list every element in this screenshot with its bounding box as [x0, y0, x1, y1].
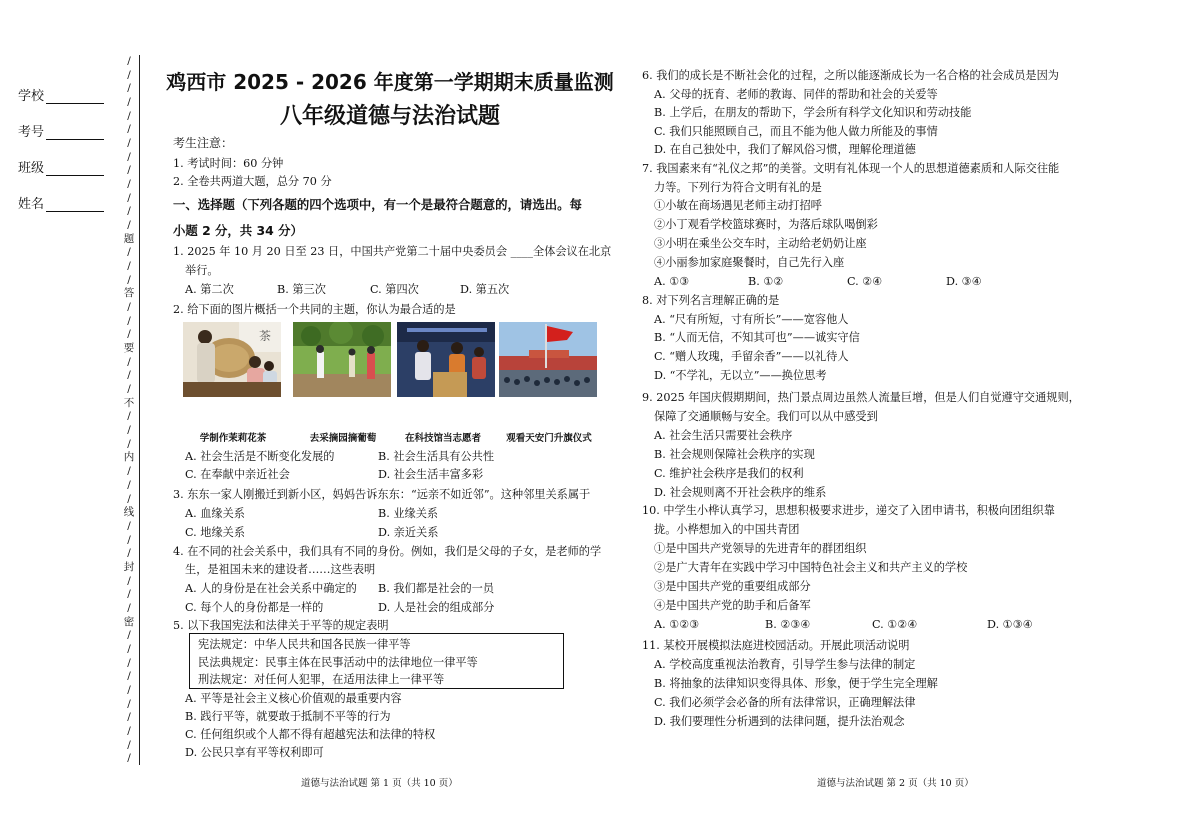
footer-page-2: 道德与法治试题 第 2 页（共 10 页）: [817, 778, 974, 789]
seal-slash: /: [127, 123, 131, 136]
q7-option-c[interactable]: C. ②④: [847, 275, 883, 288]
binding-info: [18, 68, 118, 212]
seal-slash: /: [127, 246, 131, 259]
q7-option-a[interactable]: A. ①③: [654, 275, 690, 288]
q7-stem: 7. 我国素来有“礼仪之邦”的美誉。文明有礼体现一个人的思想道德素质和人际交往能: [642, 162, 1060, 175]
q9-stem-cont: 保障了交通顺畅与安全。我们可以从中感受到: [654, 410, 878, 423]
seal-word: 封: [123, 560, 135, 573]
exam-title: 鸡西市 2025 - 2026 年度第一学期期末质量监测: [166, 70, 614, 94]
notice-item-time: 1. 考试时间：60 分钟: [173, 157, 284, 170]
q5-option-d[interactable]: D. 公民只享有平等权利即可: [185, 746, 324, 759]
seal-slash: /: [127, 219, 131, 232]
q4-stem: 4. 在不同的社会关系中，我们具有不同的身份。例如，我们是父母的子女，是老师的学: [173, 545, 602, 558]
exam-number-blank[interactable]: [46, 125, 104, 140]
q1-option-a[interactable]: A. 第二次: [185, 283, 234, 296]
seal-slash: /: [127, 683, 131, 696]
tea-sign-text: 茶: [259, 329, 272, 343]
q5-stem: 5. 以下我国宪法和法律关于平等的规定表明: [173, 619, 389, 632]
seal-slash: /: [127, 355, 131, 368]
q10-stem-cont: 拢。小桦想加入的中国共青团: [654, 523, 800, 536]
q1-option-d[interactable]: D. 第五次: [460, 283, 510, 296]
q5-option-b[interactable]: B. 践行平等，就要敢于抵制不平等的行为: [185, 710, 391, 723]
q8-option-a[interactable]: A. “尺有所短，寸有所长”——宽容他人: [654, 313, 849, 326]
name-label: 姓名: [18, 197, 45, 212]
seal-slash: /: [127, 588, 131, 601]
q6-option-c[interactable]: C. 我们只能照顾自己，而且不能为他人做力所能及的事情: [654, 125, 938, 138]
q5-option-c[interactable]: C. 任何组织或个人都不得有超越宪法和法律的特权: [185, 728, 436, 741]
q3-option-d[interactable]: D. 亲近关系: [378, 526, 439, 539]
seal-word: 题: [123, 232, 135, 245]
q4-option-c[interactable]: C. 每个人的身份都是一样的: [185, 601, 324, 614]
seal-slash: /: [127, 383, 131, 396]
seal-slash: /: [127, 424, 131, 437]
q11-stem: 11. 某校开展模拟法庭进校园活动。开展此项活动说明: [642, 639, 910, 652]
seal-word: 内: [123, 451, 135, 464]
q11-option-a[interactable]: A. 学校高度重视法治教育，引导学生参与法律的制定: [654, 658, 916, 671]
seal-slash: /: [127, 273, 131, 286]
q4-option-a[interactable]: A. 人的身份是在社会关系中确定的: [185, 582, 357, 595]
seal-slash: /: [127, 96, 131, 109]
q8-option-d[interactable]: D. “不学礼，无以立”——换位思考: [654, 369, 827, 382]
q6-stem: 6. 我们的成长是不断社会化的过程，之所以能逐渐成长为一名合格的社会成员是因为: [642, 69, 1059, 82]
seal-slash: /: [127, 314, 131, 327]
name-field[interactable]: [18, 176, 118, 212]
seal-slash: /: [127, 547, 131, 560]
exam-number-label: 考号: [18, 125, 45, 140]
law-box-civil-code: 民法典规定：民事主体在民事活动中的法律地位一律平等: [198, 656, 478, 669]
seal-slash: /: [127, 724, 131, 737]
photo-science-museum-volunteer: [397, 322, 495, 397]
seal-slash: /: [127, 68, 131, 81]
q3-option-b[interactable]: B. 业缘关系: [378, 507, 439, 520]
q11-option-c[interactable]: C. 我们必须学会必备的所有法律常识，正确理解法律: [654, 696, 916, 709]
name-blank[interactable]: [46, 197, 104, 212]
q10-statement-2: ②是广大青年在实践中学习中国特色社会主义和共产主义的学校: [654, 561, 968, 574]
school-field[interactable]: [18, 68, 118, 104]
seal-slash: /: [127, 492, 131, 505]
seal-slash: /: [127, 328, 131, 341]
seal-slash: /: [127, 670, 131, 683]
seal-slash: /: [127, 601, 131, 614]
seal-slash: /: [127, 533, 131, 546]
seal-slash: /: [127, 410, 131, 423]
seal-slash: /: [127, 260, 131, 273]
seal-slash: /: [127, 519, 131, 532]
caption-volunteer: 在科技馆当志愿者: [404, 433, 481, 444]
seal-slash: /: [127, 301, 131, 314]
school-blank[interactable]: [46, 89, 104, 104]
q7-stem-cont: 力等。下列行为符合文明有礼的是: [654, 181, 822, 194]
exam-subtitle: 八年级道德与法治试题: [279, 104, 500, 129]
exam-number-field[interactable]: [18, 104, 118, 140]
law-box-criminal-law: 刑法规定：对任何人犯罪，在适用法律上一律平等: [198, 673, 445, 686]
caption-flag-raising: 观看天安门升旗仪式: [506, 433, 592, 444]
seal-slash: /: [127, 109, 131, 122]
seal-line: [121, 55, 137, 765]
q7-option-d[interactable]: D. ③④: [946, 275, 982, 288]
q4-option-b[interactable]: B. 我们都是社会的一员: [378, 582, 495, 595]
seal-slash: /: [127, 178, 131, 191]
q10-option-a[interactable]: A. ①②③: [654, 618, 700, 631]
q9-option-d[interactable]: D. 社会规则离不开社会秩序的维系: [654, 486, 827, 499]
seal-slash: /: [127, 697, 131, 710]
q9-option-b[interactable]: B. 社会规则保障社会秩序的实现: [654, 448, 815, 461]
seal-slash: /: [127, 164, 131, 177]
seal-slash: /: [127, 656, 131, 669]
notice-item-score: 2. 全卷共两道大题，总分 70 分: [173, 175, 332, 188]
section1-heading: 一、选择题（下列各题的四个选项中，有一个是最符合题意的，请选出。每: [173, 197, 582, 212]
seal-slash: /: [127, 629, 131, 642]
q2-option-c[interactable]: C. 在奉献中亲近社会: [185, 468, 290, 481]
q9-option-a[interactable]: A. 社会生活只需要社会秩序: [654, 429, 793, 442]
q3-stem: 3. 东东一家人刚搬迁到新小区，妈妈告诉东东：“远亲不如近邻”。这种邻里关系属于: [173, 488, 591, 501]
seal-slash: /: [127, 55, 131, 67]
class-field[interactable]: [18, 140, 118, 176]
q3-option-c[interactable]: C. 地缘关系: [185, 526, 246, 539]
q1-stem-cont: 举行。: [185, 264, 219, 277]
seal-slash: /: [127, 191, 131, 204]
seal-word: 要: [123, 342, 135, 355]
q10-option-d[interactable]: D. ①③④: [987, 618, 1033, 631]
school-label: 学校: [18, 89, 45, 104]
q7-option-b[interactable]: B. ①②: [748, 275, 784, 288]
q7-statement-1: ①小敏在商场遇见老师主动打招呼: [654, 199, 822, 212]
q2-option-d[interactable]: D. 社会生活丰富多彩: [378, 468, 484, 481]
seal-slash: /: [127, 150, 131, 163]
seal-word: 不: [123, 396, 135, 409]
seal-slash: /: [127, 465, 131, 478]
q10-statement-4: ④是中国共产党的助手和后备军: [654, 599, 811, 612]
class-label: 班级: [18, 161, 45, 176]
q8-option-b[interactable]: B. “人而无信，不知其可也”——诚实守信: [654, 331, 860, 344]
q4-stem-cont: 生，是祖国未来的建设者……这些表明: [185, 563, 376, 576]
q10-stem: 10. 中学生小桦认真学习，思想积极要求进步，递交了入团申请书，积极向团组织靠: [642, 504, 1055, 517]
seal-slash: /: [127, 82, 131, 95]
q2-option-a[interactable]: A. 社会生活是不断变化发展的: [185, 450, 335, 463]
q8-option-c[interactable]: C. “赠人玫瑰，手留余香”——以礼待人: [654, 350, 849, 363]
seal-slash: /: [127, 752, 131, 765]
seal-word: 线: [123, 506, 135, 519]
seal-divider: [139, 55, 140, 765]
q11-option-b[interactable]: B. 将抽象的法律知识变得具体、形象，便于学生完全理解: [654, 677, 938, 690]
photo-flag-raising: [499, 322, 597, 397]
caption-grape-picking: 去采摘园摘葡萄: [309, 433, 377, 444]
q9-stem: 9. 2025 年国庆假期期间，热门景点周边虽然人流量巨增，但是人们自觉遵守交通规则，: [642, 391, 1080, 404]
photo-grape-picking: [293, 322, 391, 397]
seal-slash: /: [127, 369, 131, 382]
seal-slash: /: [127, 711, 131, 724]
seal-slash: /: [127, 574, 131, 587]
seal-slash: /: [127, 437, 131, 450]
q10-option-b[interactable]: B. ②③④: [765, 618, 811, 631]
q7-statement-3: ③小明在乘坐公交车时，主动给老奶奶让座: [654, 237, 867, 250]
q2-option-b[interactable]: B. 社会生活具有公共性: [378, 450, 495, 463]
section1-heading-cont: 小题 2 分，共 34 分）: [173, 223, 303, 238]
q1-stem: 1. 2025 年 10 月 20 日至 23 日，中国共产党第二十届中央委员会 ____全体会议在北京: [173, 245, 612, 258]
caption-jasmine-tea: 学制作茉莉花茶: [199, 433, 267, 444]
q1-option-b[interactable]: B. 第三次: [277, 283, 326, 296]
footer-page-1: 道德与法治试题 第 1 页（共 10 页）: [301, 778, 458, 789]
q6-option-a[interactable]: A. 父母的抚育、老师的教诲、同伴的帮助和社会的关爱等: [654, 88, 938, 101]
q6-option-d[interactable]: D. 在自己独处中，我们了解风俗习惯，理解伦理道德: [654, 143, 916, 156]
seal-slash: /: [127, 478, 131, 491]
q1-option-c[interactable]: C. 第四次: [370, 283, 419, 296]
q2-stem: 2. 给下面的图片概括一个共同的主题，你认为最合适的是: [173, 303, 456, 316]
q3-option-a[interactable]: A. 血缘关系: [185, 507, 245, 520]
q9-option-c[interactable]: C. 维护社会秩序是我们的权利: [654, 467, 804, 480]
seal-word: 答: [123, 287, 135, 300]
seal-slash: /: [127, 137, 131, 150]
q10-statement-1: ①是中国共产党领导的先进青年的群团组织: [654, 542, 867, 555]
q6-option-b[interactable]: B. 上学后，在朋友的帮助下，学会所有科学文化知识和劳动技能: [654, 106, 972, 119]
law-box-constitution: 宪法规定：中华人民共和国各民族一律平等: [198, 638, 411, 651]
seal-word: 密: [123, 615, 135, 628]
seal-slash: /: [127, 738, 131, 751]
q10-statement-3: ③是中国共产党的重要组成部分: [654, 580, 811, 593]
seal-slash: /: [127, 205, 131, 218]
q11-option-d[interactable]: D. 我们要理性分析遇到的法律问题，提升法治观念: [654, 715, 905, 728]
photo-jasmine-tea: [183, 322, 281, 397]
q10-option-c[interactable]: C. ①②④: [872, 618, 918, 631]
class-blank[interactable]: [46, 161, 104, 176]
q8-stem: 8. 对下列名言理解正确的是: [642, 294, 780, 307]
q4-option-d[interactable]: D. 人是社会的组成部分: [378, 601, 495, 614]
q7-statement-2: ②小丁观看学校篮球赛时，为落后球队喝倒彩: [654, 218, 878, 231]
q5-option-a[interactable]: A. 平等是社会主义核心价值观的最重要内容: [185, 692, 402, 705]
seal-slash: /: [127, 642, 131, 655]
q7-statement-4: ④小丽参加家庭聚餐时，自己先行入座: [654, 256, 845, 269]
notice-heading: 考生注意：: [173, 136, 234, 150]
